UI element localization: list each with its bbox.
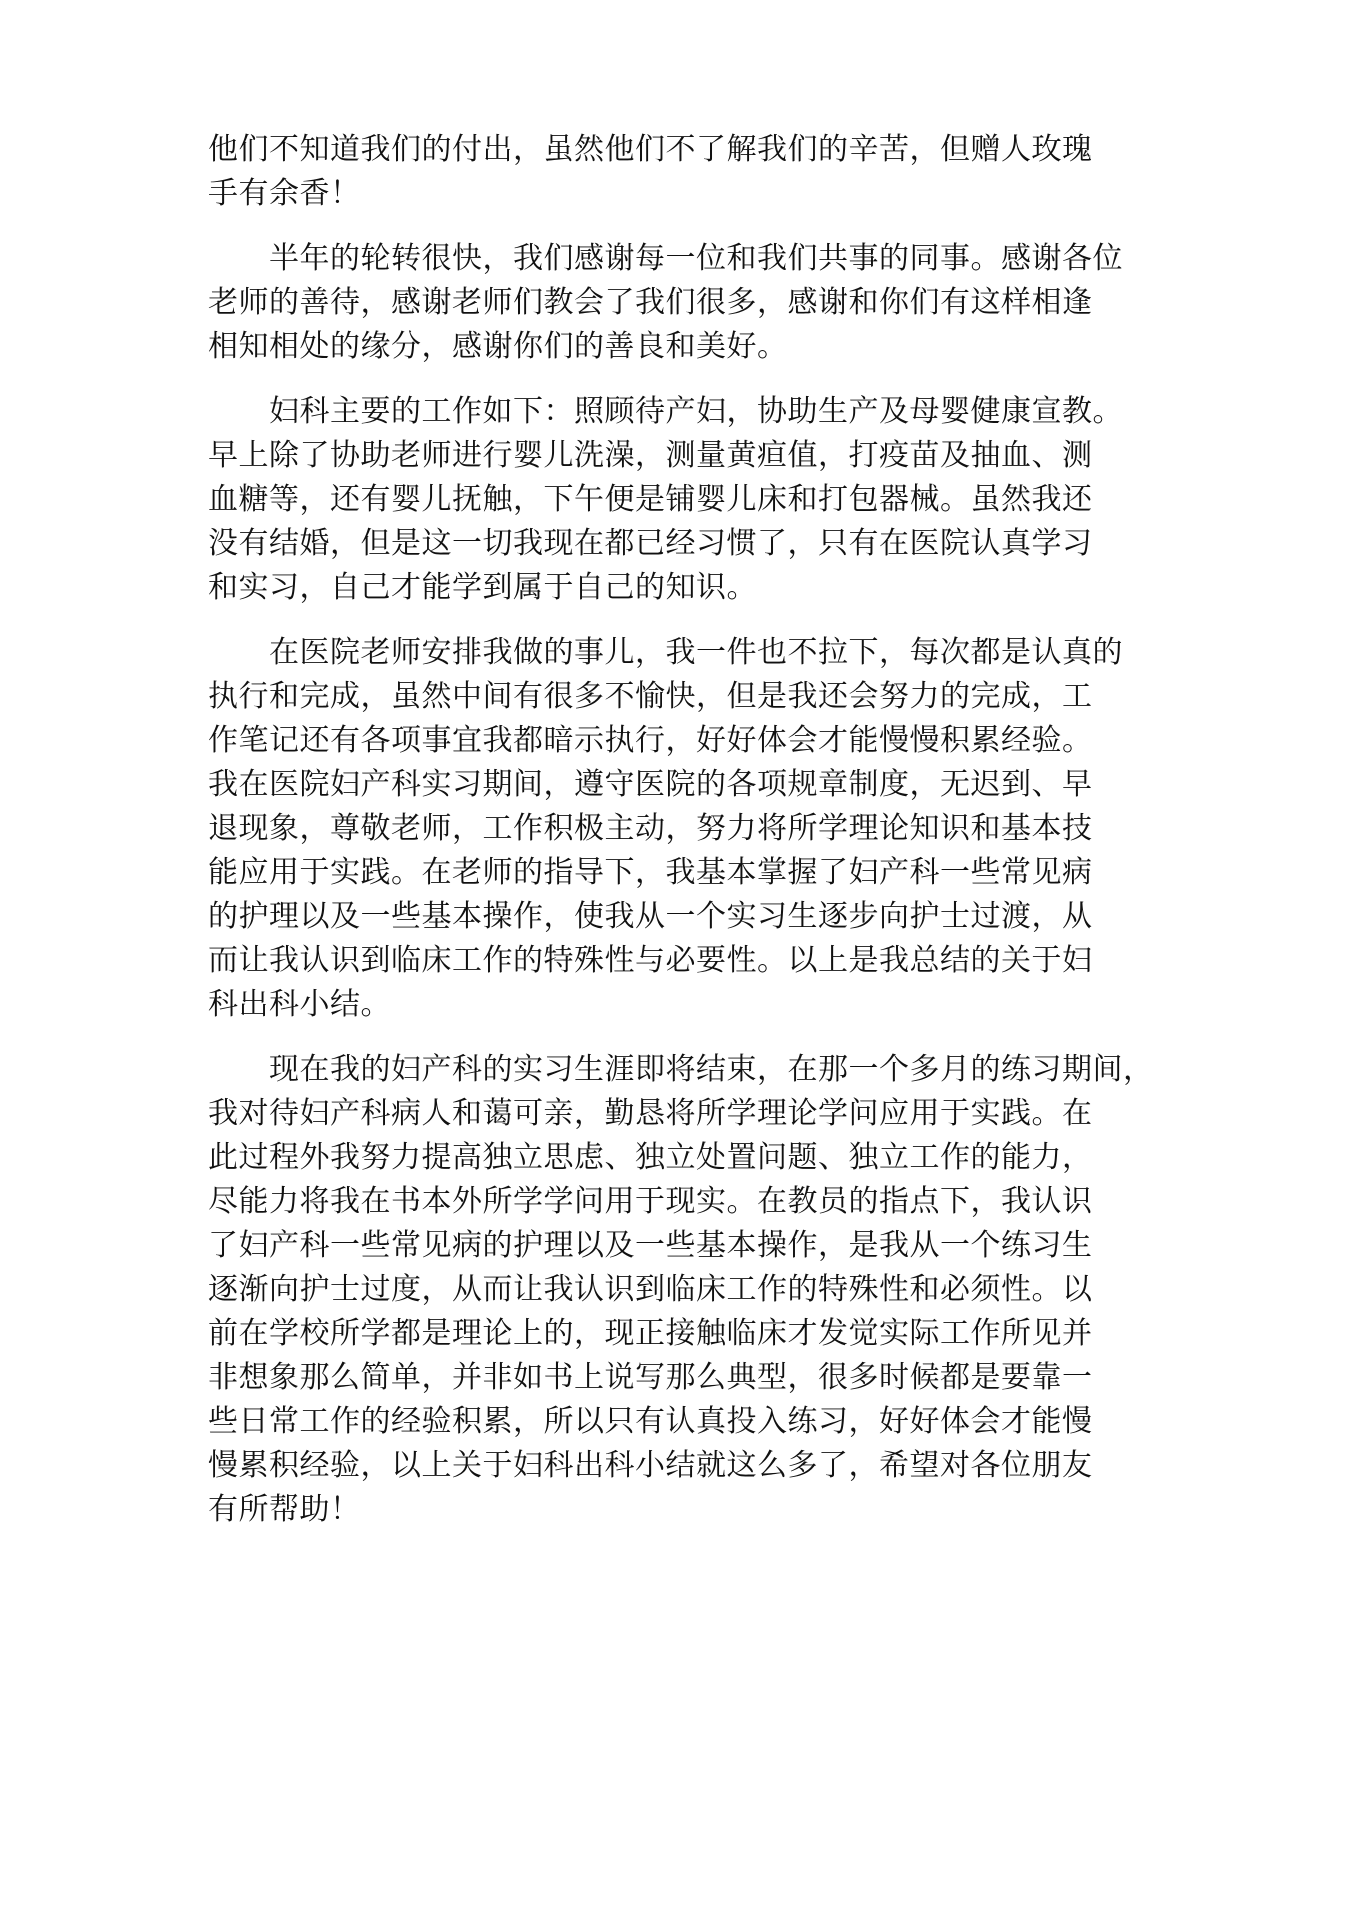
text-line: 前在学校所学都是理论上的，现正接触临床才发觉实际工作所见并	[208, 1316, 1093, 1351]
text-line: 科出科小结。	[208, 987, 391, 1022]
text-line: 执行和完成，虽然中间有很多不愉快，但是我还会努力的完成，工	[208, 679, 1093, 714]
text-line: 有所帮助！	[208, 1492, 361, 1527]
paragraph-4	[208, 631, 1178, 1027]
text-line: 我在医院妇产科实习期间，遵守医院的各项规章制度，无迟到、早	[208, 767, 1093, 802]
text-line: 半年的轮转很快，我们感谢每一位和我们共事的同事。感谢各位	[208, 241, 1123, 276]
text-line: 我对待妇产科病人和蔼可亲，勤恳将所学理论学问应用于实践。在	[208, 1096, 1093, 1131]
text-line: 老师的善待，感谢老师们教会了我们很多，感谢和你们有这样相逢	[208, 285, 1093, 320]
paragraph-1	[208, 128, 1178, 216]
text-line: 相知相处的缘分，感谢你们的善良和美好。	[208, 329, 788, 364]
text-line: 而让我认识到临床工作的特殊性与必要性。以上是我总结的关于妇	[208, 943, 1093, 978]
text-line: 手有余香！	[208, 176, 361, 211]
text-line: 能应用于实践。在老师的指导下，我基本掌握了妇产科一些常见病	[208, 855, 1093, 890]
text-line: 早上除了协助老师进行婴儿洗澡，测量黄疸值，打疫苗及抽血、测	[208, 438, 1093, 473]
text-line: 此过程外我努力提高独立思虑、独立处置问题、独立工作的能力，	[208, 1140, 1093, 1175]
text-line: 非想象那么简单，并非如书上说写那么典型，很多时候都是要靠一	[208, 1360, 1093, 1395]
text-line: 些日常工作的经验积累，所以只有认真投入练习，好好体会才能慢	[208, 1404, 1093, 1439]
text-line: 血糖等，还有婴儿抚触，下午便是铺婴儿床和打包器械。虽然我还	[208, 482, 1093, 517]
text-line: 逐渐向护士过度，从而让我认识到临床工作的特殊性和必须性。以	[208, 1272, 1093, 1307]
text-line: 在医院老师安排我做的事儿，我一件也不拉下，每次都是认真的	[208, 635, 1123, 670]
text-line: 现在我的妇产科的实习生涯即将结束，在那一个多月的练习期间，	[208, 1052, 1154, 1087]
text-line: 的护理以及一些基本操作，使我从一个实习生逐步向护士过渡，从	[208, 899, 1093, 934]
text-line: 和实习，自己才能学到属于自己的知识。	[208, 570, 757, 605]
text-line: 没有结婚，但是这一切我现在都已经习惯了，只有在医院认真学习	[208, 526, 1093, 561]
text-line: 他们不知道我们的付出，虽然他们不了解我们的辛苦，但赠人玫瑰	[208, 132, 1093, 167]
text-line: 尽能力将我在书本外所学学问用于现实。在教员的指点下，我认识	[208, 1184, 1093, 1219]
paragraph-3	[208, 390, 1178, 610]
text-line: 作笔记还有各项事宜我都暗示执行，好好体会才能慢慢积累经验。	[208, 723, 1093, 758]
paragraph-5	[208, 1048, 1178, 1532]
paragraph-2	[208, 237, 1178, 369]
text-line: 慢累积经验，以上关于妇科出科小结就这么多了，希望对各位朋友	[208, 1448, 1093, 1483]
text-line: 退现象，尊敬老师，工作积极主动，努力将所学理论知识和基本技	[208, 811, 1093, 846]
text-line: 妇科主要的工作如下：照顾待产妇，协助生产及母婴健康宣教。	[208, 394, 1123, 429]
document-body	[208, 128, 1178, 1553]
text-line: 了妇产科一些常见病的护理以及一些基本操作，是我从一个练习生	[208, 1228, 1093, 1263]
